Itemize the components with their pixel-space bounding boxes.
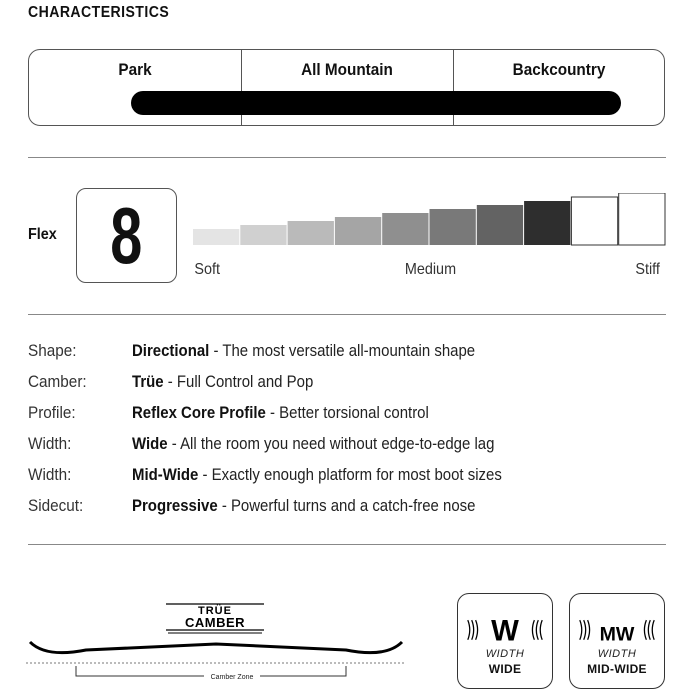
logo-bottom-text: CAMBER <box>184 615 246 630</box>
spec-name: Mid-Wide <box>132 465 199 484</box>
badge-value: WIDE <box>488 662 522 676</box>
terrain-range-bar <box>131 91 621 115</box>
spec-desc: - All the room you need without edge-to-edge lag <box>167 434 495 453</box>
camber-zone-label: Camber Zone <box>210 674 254 681</box>
spec-label: Width: <box>28 434 72 453</box>
width-badge-wide <box>457 593 553 689</box>
spec-desc: - Full Control and Pop <box>163 372 314 391</box>
width-wide-icon <box>458 608 552 648</box>
badge-caption: WIDTH <box>597 648 637 660</box>
badge-glyph: W <box>491 614 519 648</box>
flex-segment-9 <box>571 197 617 245</box>
spec-desc: - Better torsional control <box>265 403 429 422</box>
terrain-label-backcountry: Backcountry <box>512 60 606 79</box>
camber-profile-diagram <box>26 596 408 696</box>
flex-segment-4 <box>335 217 381 245</box>
flex-segment-1 <box>193 229 239 245</box>
spec-name: Progressive <box>132 496 218 515</box>
flex-segment-2 <box>240 225 286 245</box>
flex-segment-10 <box>619 193 665 245</box>
badge-value: MID-WIDE <box>587 662 647 676</box>
section-title: CHARACTERISTICS <box>28 4 170 21</box>
spec-desc: - Exactly enough platform for most boot sizes <box>198 465 502 484</box>
flex-scale-medium: Medium <box>404 261 457 278</box>
spec-label: Width: <box>28 465 72 484</box>
zone-bracket-right <box>260 666 346 676</box>
spec-label: Sidecut: <box>28 496 84 515</box>
flex-segment-6 <box>430 209 476 245</box>
width-badge-mid-wide <box>569 593 665 689</box>
divider <box>28 157 666 158</box>
flex-scale-soft: Soft <box>194 261 221 278</box>
spec-desc: - The most versatile all-mountain shape <box>209 341 476 360</box>
flex-label: Flex <box>28 226 57 243</box>
spec-label: Shape: <box>28 341 77 360</box>
flex-segment-5 <box>382 213 428 245</box>
divider <box>28 314 666 315</box>
flex-segment-8 <box>524 201 570 245</box>
terrain-label-park: Park <box>118 60 152 79</box>
spec-name: Trüe <box>132 372 164 391</box>
flex-value: 8 <box>110 190 143 280</box>
spec-name: Wide <box>132 434 168 453</box>
spec-label: Camber: <box>28 372 87 391</box>
flex-scale-stiff: Stiff <box>635 261 660 278</box>
flex-segment-3 <box>288 221 334 245</box>
zone-bracket-left <box>76 666 204 676</box>
logo-top-text: TRÜE <box>198 605 232 617</box>
flex-segment-7 <box>477 205 523 245</box>
spec-name: Reflex Core Profile <box>132 403 266 422</box>
width-mid-wide-icon <box>570 608 664 648</box>
spec-label: Profile: <box>28 403 76 422</box>
terrain-label-all-mountain: All Mountain <box>301 60 393 79</box>
badge-glyph: MW <box>599 623 635 646</box>
flex-value-box <box>76 188 177 283</box>
terrain-range-box <box>28 49 665 126</box>
flex-scale <box>193 193 669 249</box>
badge-caption: WIDTH <box>485 648 525 660</box>
board-profile <box>30 642 402 653</box>
divider <box>28 544 666 545</box>
spec-desc: - Powerful turns and a catch-free nose <box>217 496 476 515</box>
true-camber-logo <box>166 604 264 633</box>
spec-name: Directional <box>132 341 210 360</box>
